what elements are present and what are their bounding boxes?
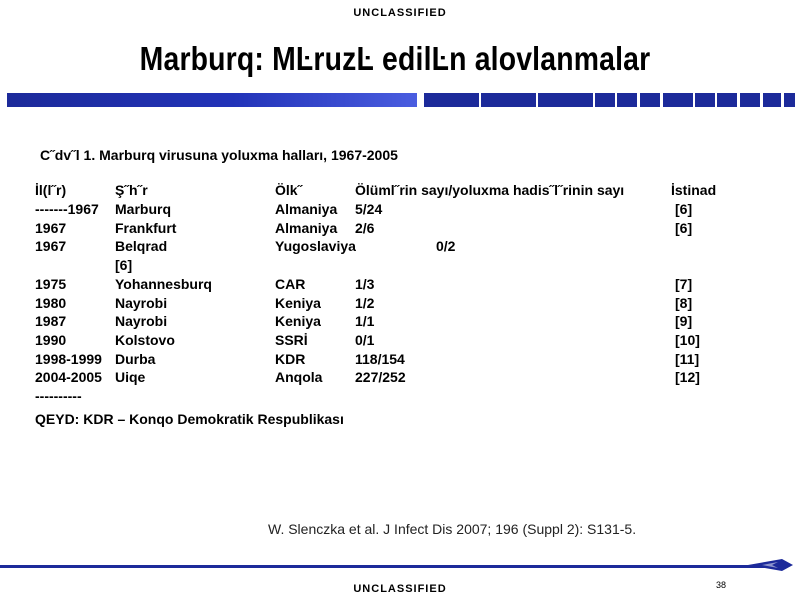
cell-city: Nayrobi	[115, 294, 168, 311]
table-note: QEYD: KDR – Konqo Demokratik Respublikası	[35, 411, 344, 427]
classification-header: UNCLASSIFIED	[353, 7, 447, 19]
cell-deaths-cases: 2/6	[355, 219, 375, 236]
band-segment	[740, 93, 760, 107]
cell-reference: [12]	[675, 369, 700, 386]
cell-city: Uiqe	[115, 369, 146, 386]
column-header-years: İl(l˝r)	[35, 182, 67, 198]
cell-reference: [9]	[675, 313, 693, 330]
cell-city: Marburq	[115, 201, 171, 217]
classification-footer: UNCLASSIFIED	[353, 583, 447, 595]
band-segment	[717, 93, 737, 107]
cell-country: Keniya	[275, 294, 321, 311]
cell-deaths-cases: 1/3	[355, 275, 375, 292]
table-caption: C˝dv˝l 1. Marburq virusuna yoluxma halları, 1967-2005	[40, 147, 398, 163]
column-header-deaths-cases: Ölüml˝rin sayı/yoluxma hadis˝l˝rinin sayı	[355, 182, 625, 198]
cell-reference: [8]	[675, 294, 693, 311]
cell-reference: [7]	[675, 275, 693, 292]
cell-years: 2004-2005	[35, 369, 102, 386]
cell-city: Belqrad	[115, 238, 168, 255]
cell-years: 1990	[35, 331, 67, 348]
band-segment	[784, 93, 795, 107]
cell-deaths-cases: 227/252	[355, 369, 406, 386]
page-number: 38	[716, 580, 727, 590]
title-decoration-band	[7, 93, 795, 107]
band-segment	[695, 93, 715, 107]
cell-deaths-cases: 0/2	[436, 238, 456, 255]
cell-country: Yugoslaviya	[275, 238, 356, 255]
cell-years: 1975	[35, 275, 67, 292]
arrow-icon	[748, 556, 793, 574]
cell-deaths-cases: 5/24	[355, 201, 383, 217]
cell-deaths-cases: 0/1	[355, 331, 375, 348]
cell-city: Durba	[115, 350, 156, 367]
band-segment	[663, 93, 693, 107]
source-citation: W. Slenczka et al. J Infect Dis 2007; 196 (Suppl 2): S131-5.	[268, 521, 637, 537]
band-segment	[481, 93, 536, 107]
cell-reference: [10]	[675, 331, 700, 348]
cell-years: 1987	[35, 313, 67, 330]
band-segment	[640, 93, 660, 107]
cell-country: Keniya	[275, 313, 321, 330]
band-segment	[424, 93, 479, 107]
cell-years: 1998-1999	[35, 350, 102, 367]
band-segment	[617, 93, 637, 107]
column-header-country: Ölk˝	[275, 182, 303, 198]
cell-deaths-cases: 118/154	[355, 350, 405, 367]
cell-reference: [6]	[675, 201, 693, 217]
cell-country: CAR	[275, 275, 306, 292]
slide-title: Marburq: MĿruzĿ edilĿn alovlanmalar	[139, 40, 651, 77]
cell-deaths-cases: 1/1	[355, 313, 375, 330]
cell-reference: [6]	[675, 219, 693, 236]
column-header-reference: İstinad	[671, 182, 717, 198]
column-header-city: Ş˝h˝r	[115, 182, 148, 198]
cell-years: 1967	[35, 238, 67, 255]
cell-city: [6]	[115, 257, 133, 274]
band-segment	[763, 93, 781, 107]
cell-country: Anqola	[275, 369, 323, 386]
cell-years: -------1967	[35, 201, 99, 217]
band-segment	[538, 93, 593, 107]
band-segment	[7, 93, 417, 107]
footer-rule	[0, 565, 770, 568]
cell-reference: [11]	[675, 350, 700, 367]
cell-years: 1980	[35, 294, 67, 311]
cell-city: Yohannesburq	[115, 275, 212, 292]
cell-city: Frankfurt	[115, 219, 177, 236]
cell-country: Almaniya	[275, 201, 338, 217]
cell-country: SSRİ	[275, 331, 308, 348]
cell-years: 1967	[35, 219, 67, 236]
cell-country: Almaniya	[275, 219, 338, 236]
cell-city: Kolstovo	[115, 331, 175, 348]
separator-line: ----------	[35, 388, 82, 404]
band-segment	[595, 93, 615, 107]
cell-country: KDR	[275, 350, 306, 367]
cell-city: Nayrobi	[115, 313, 168, 330]
cell-deaths-cases: 1/2	[355, 294, 375, 311]
